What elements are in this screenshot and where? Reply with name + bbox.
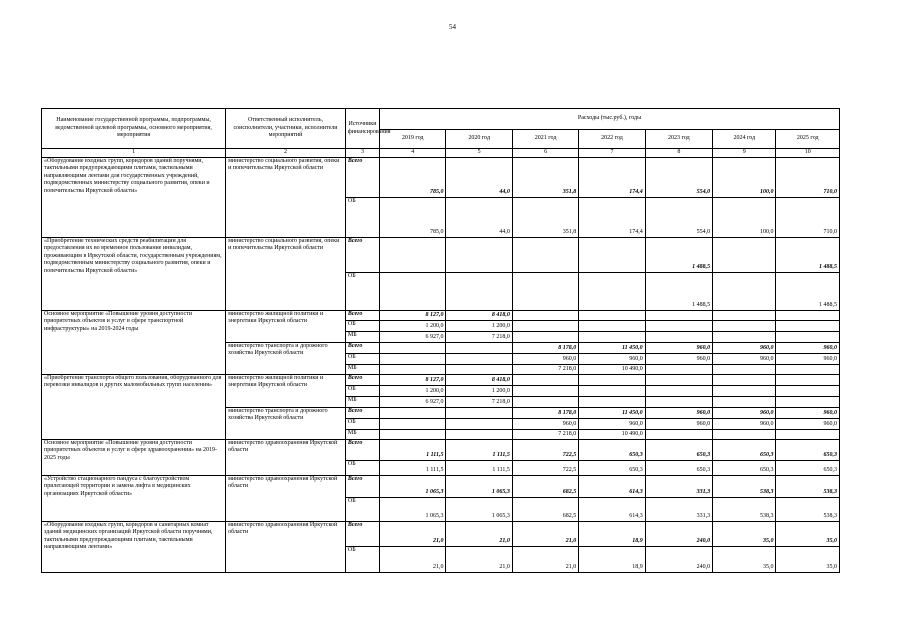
expense-value bbox=[645, 374, 712, 385]
expense-value: 650,3 bbox=[645, 439, 712, 460]
expense-value: 960,0 bbox=[713, 353, 776, 364]
expense-value: 21,0 bbox=[512, 521, 578, 546]
expense-value bbox=[512, 310, 578, 320]
expense-value: 8 418,0 bbox=[446, 310, 512, 320]
expense-value bbox=[446, 418, 512, 429]
executor: министерство транспорта и дорожного хозяйства Иркутской области bbox=[226, 342, 346, 374]
header-year: 2024 год bbox=[713, 130, 776, 149]
program-name: «Оборудование входных групп, коридоров зданий поручнями, тактильными предупреждающими плитами, тактильными направляющими лентами для государственных учреждений, подведомственных министерству социального развития, опеки и попечительства Иркутской области» bbox=[42, 157, 226, 237]
expense-value: 960,0 bbox=[645, 407, 712, 418]
expense-value: 960,0 bbox=[713, 407, 776, 418]
expense-value: 785,0 bbox=[380, 197, 446, 237]
table-row bbox=[42, 237, 840, 272]
expense-value: 960,0 bbox=[512, 353, 578, 364]
expense-value: 1 111,5 bbox=[380, 439, 446, 460]
expense-value bbox=[446, 237, 512, 272]
expense-value bbox=[713, 385, 776, 396]
column-number: 1 bbox=[42, 149, 226, 158]
expense-value: 650,3 bbox=[776, 439, 840, 460]
expense-value: 538,3 bbox=[713, 497, 776, 521]
expense-value bbox=[776, 385, 840, 396]
column-number: 2 bbox=[226, 149, 346, 158]
expense-value: 331,3 bbox=[645, 475, 712, 497]
expense-value: 650,3 bbox=[579, 460, 645, 475]
expense-value: 8 418,0 bbox=[446, 374, 512, 385]
expense-value: 35,0 bbox=[776, 521, 840, 546]
expense-value: 682,5 bbox=[512, 497, 578, 521]
expense-value: 650,3 bbox=[776, 460, 840, 475]
expense-value: 7 218,0 bbox=[446, 396, 512, 407]
expense-value: 960,0 bbox=[579, 418, 645, 429]
header-year: 2021 год bbox=[512, 130, 578, 149]
expense-value bbox=[776, 374, 840, 385]
expense-value bbox=[579, 396, 645, 407]
expense-value: 960,0 bbox=[776, 407, 840, 418]
expense-value: 7 218,0 bbox=[512, 364, 578, 374]
expense-value: 1 111,5 bbox=[380, 460, 446, 475]
expense-value bbox=[713, 272, 776, 310]
header-year: 2023 год bbox=[645, 130, 712, 149]
table-row bbox=[42, 374, 840, 385]
executor: министерство здравоохранения Иркутской области bbox=[226, 475, 346, 521]
expense-value: 960,0 bbox=[645, 353, 712, 364]
expense-value: 35,0 bbox=[776, 546, 840, 572]
expense-value bbox=[579, 385, 645, 396]
expense-value bbox=[645, 385, 712, 396]
funding-source: ОБ bbox=[345, 418, 379, 429]
expense-value: 650,3 bbox=[645, 460, 712, 475]
expense-value bbox=[579, 310, 645, 320]
expense-value: 1 200,0 bbox=[380, 385, 446, 396]
expense-value: 18,9 bbox=[579, 521, 645, 546]
expense-value: 44,0 bbox=[446, 197, 512, 237]
expense-value bbox=[713, 429, 776, 439]
expense-value: 11 450,0 bbox=[579, 407, 645, 418]
funding-source: МБ bbox=[345, 396, 379, 407]
expense-value: 960,0 bbox=[713, 342, 776, 353]
expense-value: 960,0 bbox=[776, 353, 840, 364]
expense-value: 554,0 bbox=[645, 157, 712, 197]
executor: министерство жилищной политики и энергетики Иркутской области bbox=[226, 310, 346, 342]
expense-value: 960,0 bbox=[713, 418, 776, 429]
expense-value bbox=[446, 342, 512, 353]
program-name: Основное мероприятие «Повышение уровня доступности приоритетных объектов и услуг в сфере транспортной инфраструктуры» на 2019-2024 годы bbox=[42, 310, 226, 374]
column-number: 7 bbox=[579, 149, 645, 158]
expense-value: 960,0 bbox=[776, 418, 840, 429]
executor: министерство социального развития, опеки и попечительства Иркутской области bbox=[226, 157, 346, 237]
expense-value: 100,0 bbox=[713, 197, 776, 237]
expense-value: 7 218,0 bbox=[446, 331, 512, 342]
funding-source: Всего bbox=[345, 157, 379, 197]
program-name: Основное мероприятие «Повышение уровня доступности приоритетных объектов и услуг в сфере здравоохранения» на 2019-2025 годы bbox=[42, 439, 226, 475]
expense-value: 6 927,0 bbox=[380, 396, 446, 407]
funding-source: Всего bbox=[345, 439, 379, 460]
expense-value: 44,0 bbox=[446, 157, 512, 197]
funding-source: ОБ bbox=[345, 497, 379, 521]
expense-value: 351,8 bbox=[512, 197, 578, 237]
funding-source: МБ bbox=[345, 364, 379, 374]
expense-value: 710,0 bbox=[776, 157, 840, 197]
expense-value: 18,9 bbox=[579, 546, 645, 572]
expense-value bbox=[380, 364, 446, 374]
expense-value: 538,3 bbox=[776, 497, 840, 521]
expense-value: 21,0 bbox=[446, 546, 512, 572]
expense-value: 7 218,0 bbox=[512, 429, 578, 439]
expense-value: 785,0 bbox=[380, 157, 446, 197]
expense-value bbox=[380, 418, 446, 429]
expense-value: 10 490,0 bbox=[579, 364, 645, 374]
expense-value: 650,3 bbox=[713, 439, 776, 460]
expense-value bbox=[776, 320, 840, 331]
funding-source: ОБ bbox=[345, 197, 379, 237]
expense-value bbox=[713, 364, 776, 374]
funding-source: Всего bbox=[345, 521, 379, 546]
expense-value bbox=[713, 396, 776, 407]
expense-value: 538,3 bbox=[776, 475, 840, 497]
program-name: «Приобретение технических средств реабилитации для предоставления их во временное пользование инвалидам, проживающим в Иркутской области, государственным учреждениям, подведомственным министерству социального развития, опеки и попечительства Иркутской области» bbox=[42, 237, 226, 310]
expense-value: 614,3 bbox=[579, 497, 645, 521]
expense-value: 614,3 bbox=[579, 475, 645, 497]
expense-value: 8 127,0 bbox=[380, 374, 446, 385]
expense-value bbox=[579, 374, 645, 385]
expense-value bbox=[446, 353, 512, 364]
expense-value: 174,4 bbox=[579, 197, 645, 237]
expense-value bbox=[512, 237, 578, 272]
expense-value: 1 111,5 bbox=[446, 439, 512, 460]
expense-value bbox=[713, 237, 776, 272]
table-row bbox=[42, 157, 840, 197]
expense-value bbox=[512, 374, 578, 385]
expense-value bbox=[776, 310, 840, 320]
expense-value bbox=[512, 272, 578, 310]
page-number: 54 bbox=[449, 23, 456, 31]
expense-value bbox=[579, 331, 645, 342]
column-number: 9 bbox=[713, 149, 776, 158]
expense-value: 240,0 bbox=[645, 521, 712, 546]
expense-value bbox=[380, 272, 446, 310]
funding-source: МБ bbox=[345, 429, 379, 439]
expense-value bbox=[776, 396, 840, 407]
header-year: 2025 год bbox=[776, 130, 840, 149]
funding-source: Всего bbox=[345, 310, 379, 320]
expense-value bbox=[512, 385, 578, 396]
expense-value: 1 065,3 bbox=[380, 497, 446, 521]
expense-value: 1 488,5 bbox=[645, 272, 712, 310]
expense-value bbox=[380, 429, 446, 439]
table-row bbox=[42, 521, 840, 546]
expense-value bbox=[713, 310, 776, 320]
program-name: «Устройство стационарного пандуса с благоустройством прилегающей территории и замена лифта в медицинских организациях Иркутской области» bbox=[42, 475, 226, 521]
expense-value bbox=[446, 272, 512, 310]
expense-value: 35,0 bbox=[713, 546, 776, 572]
expense-value: 538,3 bbox=[713, 475, 776, 497]
expense-value: 682,5 bbox=[512, 475, 578, 497]
header-name: Наименование государственной программы, подпрограммы, ведомственной целевой программы, основного мероприятия, мероприятия bbox=[42, 109, 226, 149]
expense-value bbox=[713, 320, 776, 331]
expense-value bbox=[776, 364, 840, 374]
expense-value: 1 488,5 bbox=[776, 237, 840, 272]
expense-value bbox=[776, 429, 840, 439]
expense-value bbox=[645, 396, 712, 407]
expense-value bbox=[380, 353, 446, 364]
funding-source: ОБ bbox=[345, 320, 379, 331]
expense-value: 960,0 bbox=[645, 418, 712, 429]
expense-value: 1 200,0 bbox=[446, 320, 512, 331]
header-year: 2022 год bbox=[579, 130, 645, 149]
funding-source: Всего bbox=[345, 475, 379, 497]
expense-value: 1 200,0 bbox=[446, 385, 512, 396]
executor: министерство жилищной политики и энергетики Иркутской области bbox=[226, 374, 346, 407]
expense-value: 710,0 bbox=[776, 197, 840, 237]
funding-source: ОБ bbox=[345, 546, 379, 572]
header-expenses: Расходы (тыс.руб.), годы bbox=[380, 109, 840, 130]
expense-value bbox=[579, 272, 645, 310]
expense-value: 1 065,3 bbox=[446, 475, 512, 497]
expense-value bbox=[380, 407, 446, 418]
header-year: 2019 год bbox=[380, 130, 446, 149]
funding-source: ОБ bbox=[345, 385, 379, 396]
expense-value bbox=[512, 396, 578, 407]
expense-value bbox=[512, 320, 578, 331]
funding-source: Всего bbox=[345, 407, 379, 418]
expense-value: 331,3 bbox=[645, 497, 712, 521]
expense-value: 960,0 bbox=[776, 342, 840, 353]
expense-value: 1 488,5 bbox=[776, 272, 840, 310]
expense-value: 960,0 bbox=[645, 342, 712, 353]
expense-value bbox=[645, 364, 712, 374]
expense-value: 8 178,0 bbox=[512, 342, 578, 353]
funding-source: ОБ bbox=[345, 460, 379, 475]
expense-value: 240,0 bbox=[645, 546, 712, 572]
expense-value: 722,5 bbox=[512, 439, 578, 460]
expense-value: 8 127,0 bbox=[380, 310, 446, 320]
expense-value bbox=[645, 331, 712, 342]
program-name: «Приобретение транспорта общего пользования, оборудованного для перевозки инвалидов и других маломобильных групп населения» bbox=[42, 374, 226, 439]
expense-value: 960,0 bbox=[579, 353, 645, 364]
expense-value: 35,0 bbox=[713, 521, 776, 546]
expense-value bbox=[776, 331, 840, 342]
expense-value bbox=[446, 364, 512, 374]
expense-value bbox=[446, 429, 512, 439]
funding-source: ОБ bbox=[345, 272, 379, 310]
expense-value bbox=[380, 237, 446, 272]
program-name: «Оборудование входных групп, коридоров и санитарных комнат зданий медицинских организаций Иркутской области поручнями, тактильными предупреждающими плитами, тактильными направляющими лентами» bbox=[42, 521, 226, 572]
expenses-table bbox=[41, 108, 840, 573]
column-number: 5 bbox=[446, 149, 512, 158]
column-number: 10 bbox=[776, 149, 840, 158]
expense-value: 650,3 bbox=[713, 460, 776, 475]
expense-value: 650,3 bbox=[579, 439, 645, 460]
funding-source: ОБ bbox=[345, 353, 379, 364]
expense-value: 6 927,0 bbox=[380, 331, 446, 342]
expense-value bbox=[380, 342, 446, 353]
expense-value: 8 178,0 bbox=[512, 407, 578, 418]
column-number: 3 bbox=[345, 149, 379, 158]
column-number: 6 bbox=[512, 149, 578, 158]
executor: министерство здравоохранения Иркутской области bbox=[226, 521, 346, 572]
expense-value: 100,0 bbox=[713, 157, 776, 197]
expense-value: 1 065,3 bbox=[446, 497, 512, 521]
expense-value: 351,8 bbox=[512, 157, 578, 197]
expense-value bbox=[579, 320, 645, 331]
expense-value: 21,0 bbox=[446, 521, 512, 546]
expense-value: 1 488,5 bbox=[645, 237, 712, 272]
table-row bbox=[42, 310, 840, 320]
expense-value bbox=[713, 331, 776, 342]
expense-value bbox=[446, 407, 512, 418]
expense-value bbox=[645, 310, 712, 320]
expense-value: 21,0 bbox=[512, 546, 578, 572]
funding-source: Всего bbox=[345, 342, 379, 353]
expense-value bbox=[713, 374, 776, 385]
expense-value: 554,0 bbox=[645, 197, 712, 237]
funding-source: МБ bbox=[345, 331, 379, 342]
expense-value: 174,4 bbox=[579, 157, 645, 197]
funding-source: Всего bbox=[345, 374, 379, 385]
expense-value bbox=[645, 320, 712, 331]
expense-value: 21,0 bbox=[380, 521, 446, 546]
expense-value bbox=[645, 429, 712, 439]
header-year: 2020 год bbox=[446, 130, 512, 149]
executor: министерство здравоохранения Иркутской области bbox=[226, 439, 346, 475]
expense-value: 722,5 bbox=[512, 460, 578, 475]
expense-value: 21,0 bbox=[380, 546, 446, 572]
expense-value: 1 065,3 bbox=[380, 475, 446, 497]
expense-value: 1 111,5 bbox=[446, 460, 512, 475]
header-source: Источники финансирования bbox=[345, 109, 379, 149]
table-row bbox=[42, 475, 840, 497]
expense-value: 10 490,0 bbox=[579, 429, 645, 439]
column-number: 8 bbox=[645, 149, 712, 158]
expense-value: 960,0 bbox=[512, 418, 578, 429]
expense-value: 1 200,0 bbox=[380, 320, 446, 331]
executor: министерство социального развития, опеки и попечительства Иркутской области bbox=[226, 237, 346, 310]
expense-value: 11 450,0 bbox=[579, 342, 645, 353]
funding-source: Всего bbox=[345, 237, 379, 272]
header-executor: Ответственный исполнитель, соисполнители, участники, исполнители мероприятий bbox=[226, 109, 346, 149]
expense-value bbox=[512, 331, 578, 342]
executor: министерство транспорта и дорожного хозяйства Иркутской области bbox=[226, 407, 346, 439]
column-number: 4 bbox=[380, 149, 446, 158]
expense-value bbox=[579, 237, 645, 272]
table-row bbox=[42, 439, 840, 460]
